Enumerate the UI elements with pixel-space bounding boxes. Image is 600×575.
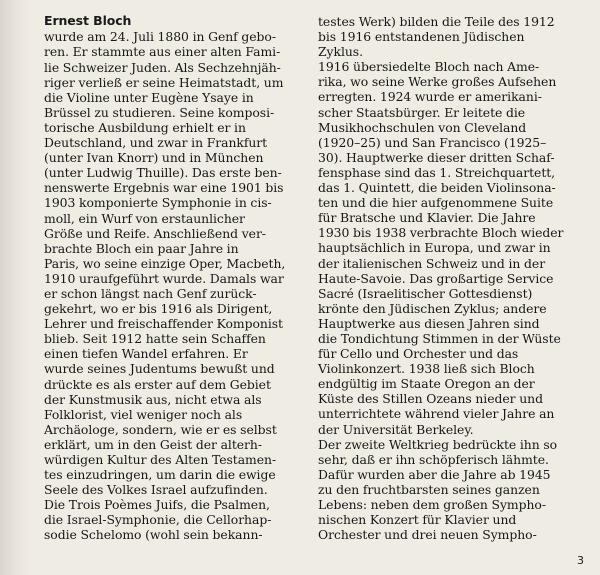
text-line: sodie Schelomo (wohl sein bekann- (44, 527, 263, 543)
text-line: Violinkonzert. 1938 ließ sich Bloch (318, 361, 535, 377)
text-line: erklärt, um in den Geist der alterh- (44, 436, 262, 452)
text-line: wurde am 24. Juli 1880 in Genf gebo- (44, 29, 276, 45)
text-line: die Israel-Symphonie, die Cellorhap- (44, 512, 272, 528)
text-line: Brüssel zu studieren. Seine komposi- (44, 104, 275, 120)
text-line: Dafür wurden aber die Jahre ab 1945 (318, 466, 551, 482)
text-columns (44, 14, 582, 549)
text-line: (1920–25) und San Francisco (1925– (318, 134, 547, 150)
text-line: brachte Bloch ein paar Jahre in (44, 240, 239, 256)
text-line: er schon längst nach Genf zurück- (44, 285, 257, 301)
entry-headword: Ernest Bloch (44, 13, 132, 28)
text-line: (unter Ivan Knorr) und in München (44, 150, 264, 166)
text-line: 1903 komponierte Symphonie in cis- (44, 195, 272, 211)
text-line: Die Trois Poèmes Juifs, die Psalmen, (44, 497, 270, 513)
text-line: zu den fruchtbarsten seines ganzen (318, 481, 540, 497)
text-line: 30). Hauptwerke dieser dritten Schaf- (318, 149, 555, 165)
text-line: sehr, daß er ihn schöpferisch lähmte. (318, 451, 549, 467)
text-line: Paris, wo seine einzige Oper, Macbeth, (44, 255, 286, 271)
text-line: Sacré (Israelitischer Gottesdienst) (318, 285, 533, 301)
column-right-text (318, 14, 576, 542)
text-line: Größe und Reife. Anschließend ver- (44, 225, 266, 241)
text-line: Deutschland, und zwar in Frankfurt (44, 135, 268, 151)
text-line: Archäologe, sondern, wie er es selbst (44, 421, 277, 437)
text-line: torische Ausbildung erhielt er in (44, 119, 246, 135)
text-line: für Bratsche und Klavier. Die Jahre (318, 210, 536, 226)
text-line: einen tiefen Wandel erfahren. Er (44, 346, 248, 362)
text-line: drückte es als erster auf dem Gebiet (44, 376, 271, 392)
text-line: für Cello und Orchester und das (318, 346, 519, 362)
text-line: hauptsächlich in Europa, und zwar in (318, 240, 551, 256)
text-line: Hauptwerke aus diesen Jahren sind (318, 315, 540, 331)
page-number: 3 (577, 554, 584, 567)
text-line: würdigen Kultur des Alten Testamen- (44, 452, 277, 467)
column-right (318, 14, 576, 549)
text-line: fensphase sind das 1. Streichquartett, (318, 164, 556, 180)
text-line: Seele des Volkes Israel aufzufinden. (44, 482, 268, 498)
text-line: krönte den Jüdischen Zyklus; andere (318, 300, 547, 316)
text-line: 1930 bis 1938 verbrachte Bloch wieder (318, 225, 564, 241)
text-line: ten und die hier aufgenommene Suite (318, 195, 554, 211)
text-line: gekehrt, wo er bis 1916 als Dirigent, (44, 301, 273, 317)
text-line: 1910 uraufgeführt wurde. Damals war (44, 270, 284, 286)
text-line: 1916 übersiedelte Bloch nach Ame- (318, 59, 540, 75)
text-line: unterrichtete während vieler Jahre an (318, 406, 555, 422)
text-line: Der zweite Weltkrieg bedrückte ihn so (318, 436, 558, 452)
text-line: Küste des Stillen Ozeans nieder und (318, 391, 543, 407)
text-line: Orchester und drei neuen Sympho- (318, 527, 537, 543)
text-line: nenswerte Ergebnis war eine 1901 bis (44, 180, 284, 196)
text-line: der italienischen Schweiz und in der (318, 255, 546, 271)
text-line: Haute-Savoie. Das großartige Service (318, 270, 554, 286)
text-line: scher Staatsbürger. Er leitete die (318, 104, 526, 120)
text-line: nischen Konzert für Klavier und (318, 512, 517, 528)
text-line: lie Schweizer Juden. Als Sechzehnjäh- (44, 59, 281, 75)
text-line: Lehrer und freischaffender Komponist (44, 316, 283, 332)
text-line: rika, wo seine Werke großes Aufsehen (318, 74, 557, 90)
page-gutter-shadow (0, 0, 30, 575)
text-line: der Kunstmusik aus, nicht etwa als (44, 391, 262, 407)
text-line: das 1. Quintett, die beiden Violinsona- (318, 180, 556, 196)
text-line: die Tondichtung Stimmen in der Wüste (318, 330, 561, 346)
text-line: Zyklus. (318, 44, 364, 60)
text-line: Lebens: neben dem großen Sympho- (318, 497, 546, 512)
text-line: testes Werk) bilden die Teile des 1912 (318, 14, 555, 29)
text-line: bis 1916 entstandenen Jüdischen (318, 29, 525, 45)
text-line: (unter Ludwig Thuille). Das erste ben- (44, 165, 282, 181)
column-left-text (44, 29, 302, 542)
text-line: Folklorist, viel weniger noch als (44, 406, 243, 422)
text-line: wurde seines Judentums bewußt und (44, 361, 275, 377)
text-line: die Violine unter Eugène Ysaye in (44, 89, 254, 105)
text-line: endgültig im Staate Oregon an der (318, 376, 535, 392)
text-line: Musikhochschulen von Cleveland (318, 119, 527, 135)
column-left (44, 14, 302, 549)
text-line: tes einzudringen, um darin die ewige (44, 467, 276, 483)
text-line: der Universität Berkeley. (318, 421, 474, 437)
text-line: ren. Er stammte aus einer alten Fami- (44, 44, 281, 60)
text-line: blieb. Seit 1912 hatte sein Schaffen (44, 331, 266, 347)
text-line: erregten. 1924 wurde er amerikani- (318, 89, 542, 105)
text-line: riger verließ er seine Heimatstadt, um (44, 74, 284, 90)
text-line: moll, ein Wurf von erstaunlicher (44, 210, 245, 226)
